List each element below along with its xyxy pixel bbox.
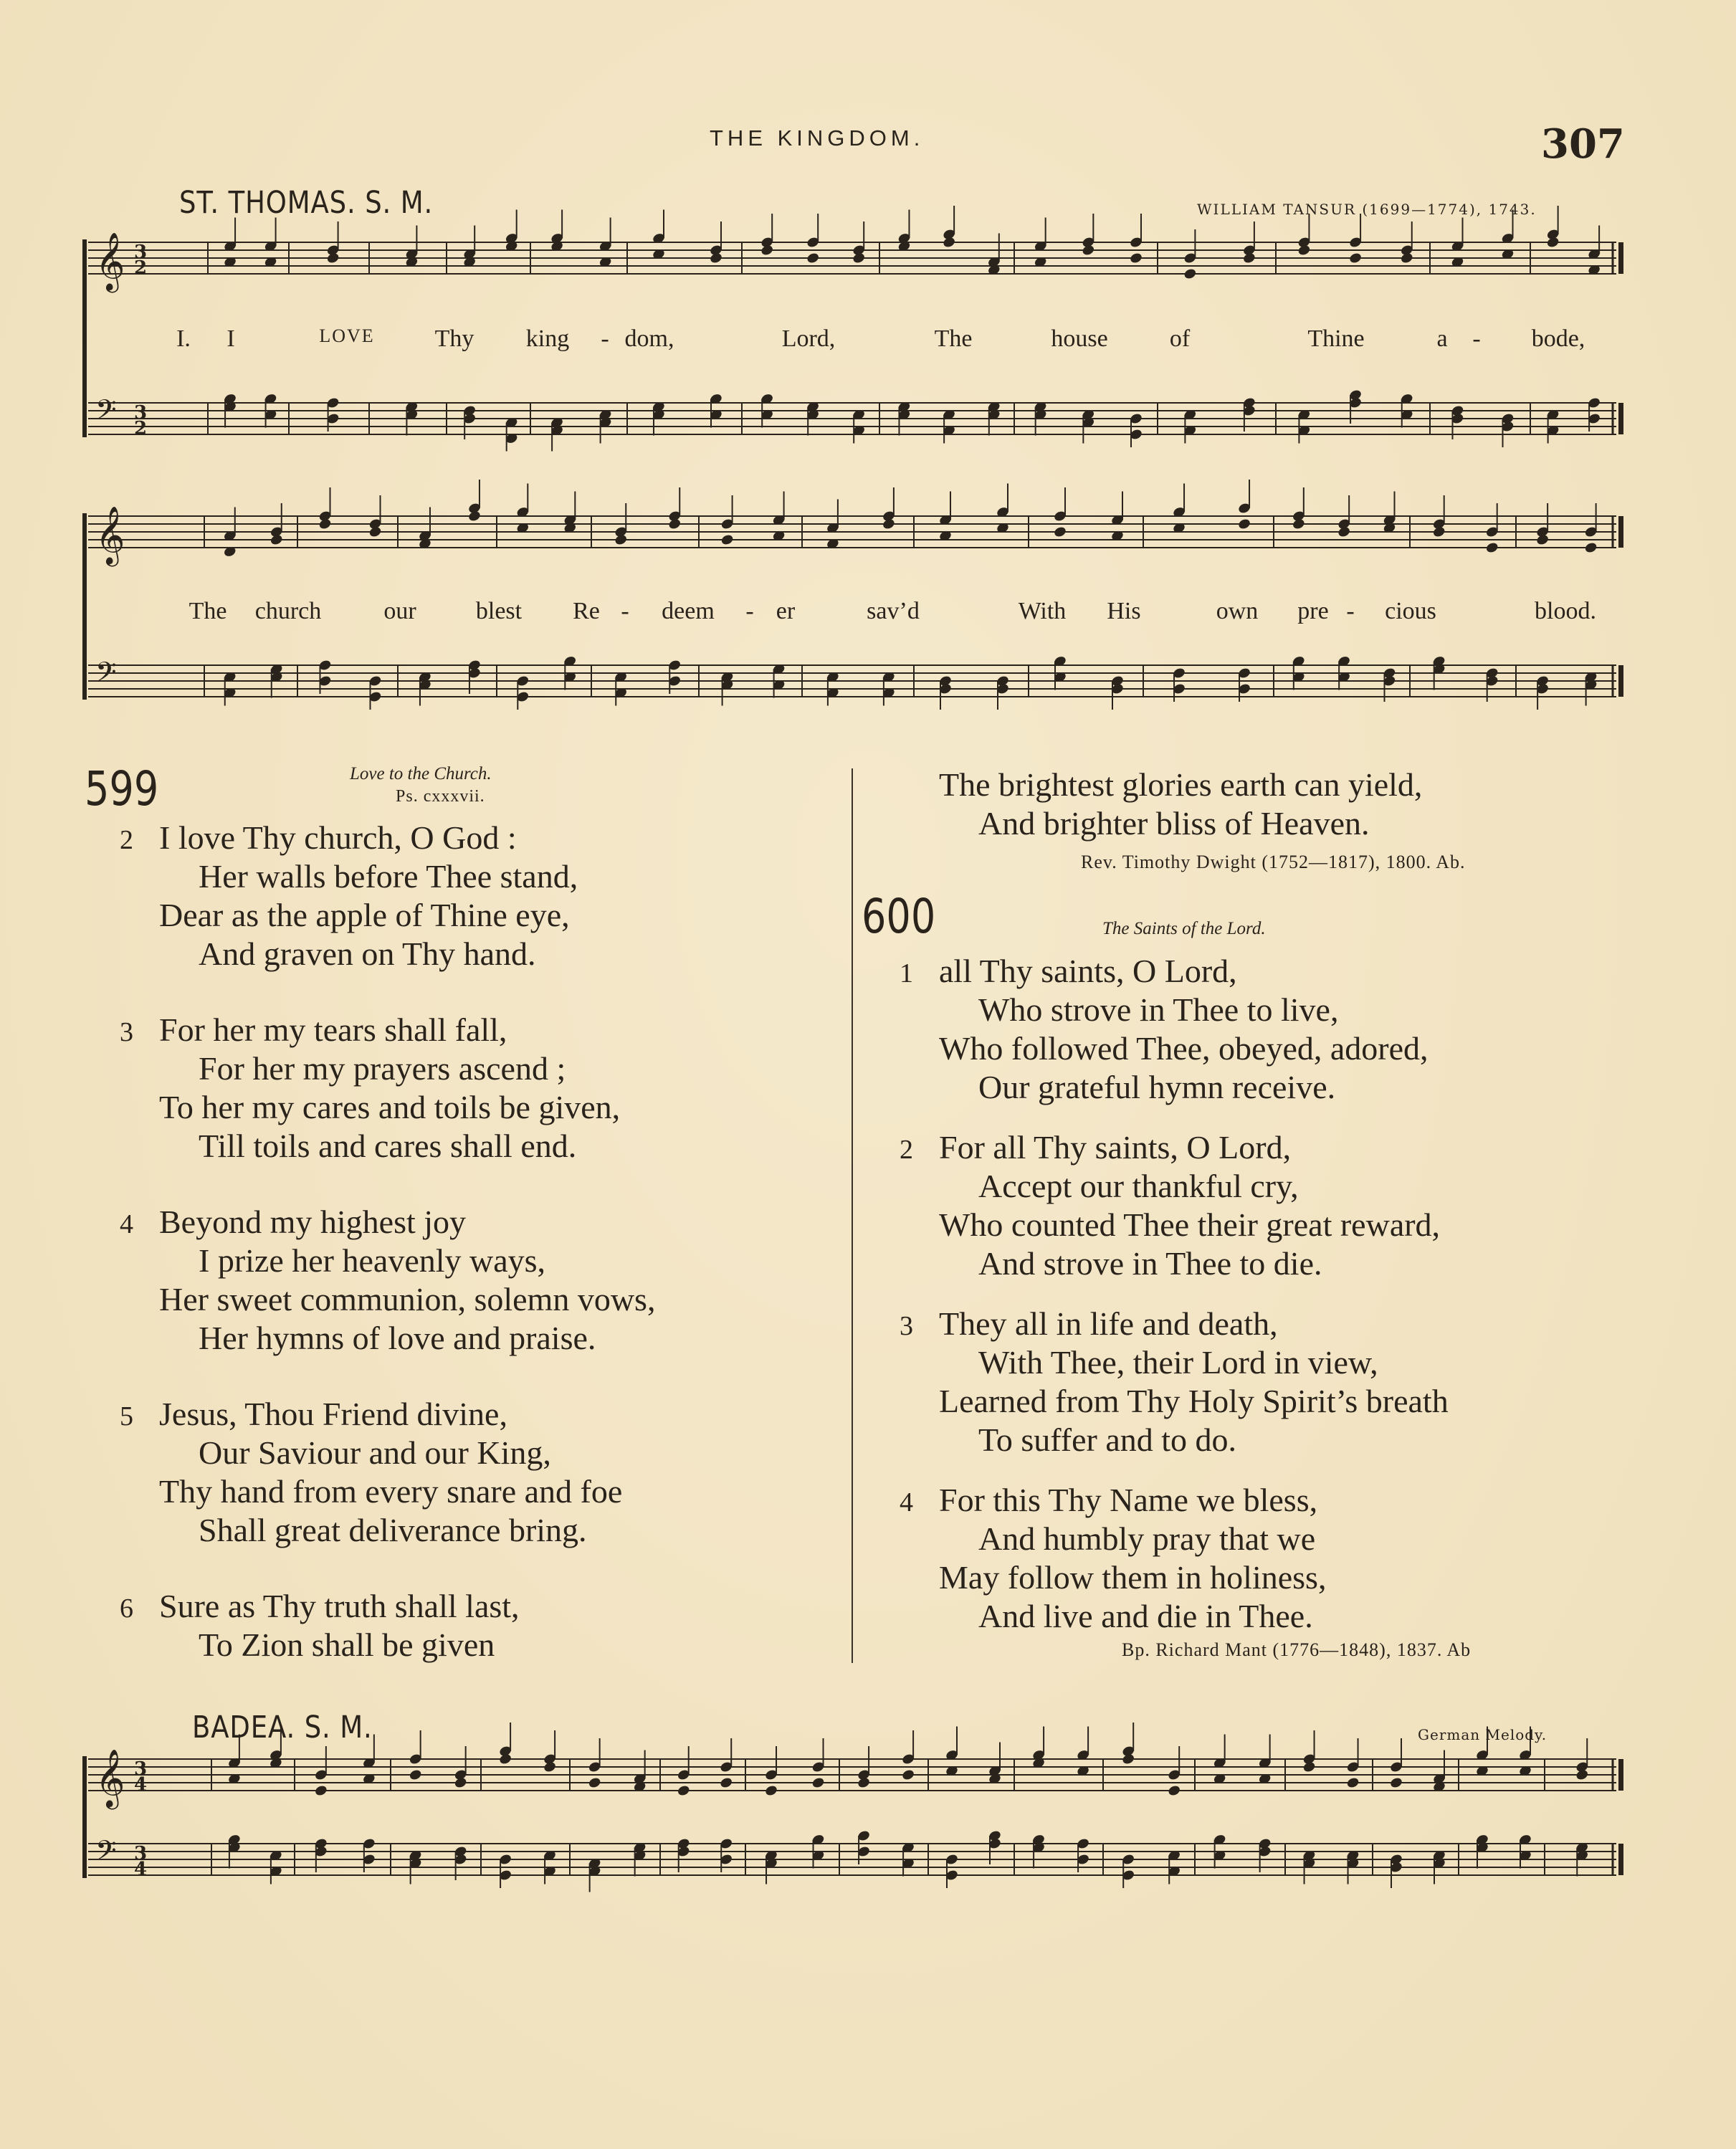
verse [159, 819, 578, 973]
verse-line: I prize her heavenly ways, [199, 1242, 546, 1279]
svg-text:4: 4 [134, 1774, 148, 1796]
running-head: THE KINGDOM. [710, 125, 925, 151]
treble-clef-icon: 𝄞 [95, 505, 125, 564]
treble-clef-icon: 𝄞 [95, 1748, 125, 1807]
verse-line: Her walls before Thee stand, [199, 858, 578, 895]
verse-number: 2 [120, 825, 133, 855]
verse-line: Who counted Thee their great reward, [939, 1206, 1441, 1243]
lyric-syllable: dom, [624, 325, 674, 352]
lyric-hyphen: - [601, 325, 609, 352]
lyric-syllable: church [254, 598, 322, 624]
lyric-hyphen: - [745, 598, 754, 624]
hymn-reference: Ps. cxxxvii. [396, 787, 485, 806]
staff-lines [88, 242, 1616, 434]
svg-text:3: 3 [134, 242, 148, 263]
system-bracket [82, 1756, 87, 1878]
svg-text:3: 3 [134, 1843, 148, 1864]
verse-line: all Thy saints, O Lord, [939, 953, 1237, 989]
hymn-number: 599 [85, 761, 159, 816]
verse [939, 952, 1429, 1107]
system-bracket [82, 513, 87, 700]
tune-credit: German Melody. [1418, 1726, 1547, 1743]
verse-line: Dear as the apple of Thine eye, [159, 897, 570, 933]
verse-line: Learned from Thy Holy Spirit’s breath [939, 1383, 1449, 1419]
lyric-hyphen: - [1472, 325, 1481, 352]
verse-line: And humbly pray that we [978, 1520, 1316, 1557]
lyric-syllable: of [1169, 325, 1191, 352]
lyric-syllable: sav’d [867, 598, 920, 624]
svg-text:2: 2 [134, 418, 148, 439]
hymn-title: The Saints of the Lord. [1102, 919, 1266, 938]
time-signature [134, 242, 147, 439]
tune-meter: S. M. [304, 1710, 373, 1745]
lyric-syllable: king [525, 325, 570, 352]
lyric-syllable: cious [1385, 598, 1436, 624]
svg-text:3: 3 [134, 1758, 148, 1780]
lyric-syllable: a [1436, 325, 1448, 352]
verse-line: Shall great deliverance bring. [199, 1512, 587, 1548]
verse [939, 1481, 1326, 1636]
verse-line: For her my prayers ascend ; [199, 1050, 566, 1087]
noteheads [223, 480, 1598, 710]
verse-line: And graven on Thy hand. [199, 935, 536, 972]
lyric-hyphen: - [621, 598, 629, 624]
svg-text:3: 3 [134, 402, 148, 424]
lyric-syllable: Thy [434, 325, 474, 352]
time-signature [134, 1758, 147, 1880]
bass-clef-icon: 𝄢 [95, 394, 117, 432]
verse-line: The brightest glories earth can yield, [939, 766, 1423, 803]
tune-meter: S. M. [365, 185, 434, 221]
lyric-syllable: The [934, 325, 973, 352]
lyric-syllable: bode, [1531, 325, 1585, 352]
verse-number: 3 [900, 1311, 913, 1341]
tune-credit: WILLIAM TANSUR (1699—1774), 1743. [1197, 201, 1537, 218]
verse-line: Beyond my highest joy [159, 1204, 467, 1240]
treble-clef-icon: 𝄞 [95, 232, 125, 290]
verse-number: 3 [120, 1017, 133, 1047]
lyric-hyphen: - [1346, 598, 1355, 624]
verse-line: May follow them in holiness, [939, 1559, 1327, 1596]
lyric-syllable: pre [1297, 598, 1329, 624]
verse-line: Till toils and cares shall end. [199, 1128, 577, 1164]
lyric-syllable: His [1107, 598, 1141, 624]
verse-number: 4 [120, 1209, 133, 1239]
verse-line: For this Thy Name we bless, [939, 1482, 1318, 1518]
verse-line: For all Thy saints, O Lord, [939, 1129, 1292, 1166]
verse [159, 1011, 620, 1166]
verse-line: And strove in Thee to die. [978, 1245, 1322, 1282]
system-bracket [82, 239, 87, 437]
verse-line: Who strove in Thee to live, [978, 991, 1339, 1028]
verse-number: 2 [900, 1135, 913, 1165]
verse-line: Jesus, Thou Friend divine, [159, 1396, 507, 1432]
lyric-syllable: own [1216, 598, 1259, 624]
lyric-syllable: LOVE [319, 325, 375, 346]
lyric-syllable: house [1051, 325, 1108, 352]
lyric-syllable: our [383, 598, 416, 624]
hymn-599-attribution: Rev. Timothy Dwight (1752—1817), 1800. Ab. [1081, 852, 1466, 872]
verse-line: To suffer and to do. [978, 1421, 1237, 1458]
verse-number: 6 [120, 1593, 133, 1624]
verse-line: Accept our thankful cry, [978, 1168, 1299, 1204]
verse-number: 1 [900, 958, 913, 988]
lyric-syllable: The [189, 598, 227, 624]
verse-line: And brighter bliss of Heaven. [978, 805, 1370, 842]
verse-line: Sure as Thy truth shall last, [159, 1588, 520, 1624]
verse [159, 1203, 655, 1358]
lyric-syllable: blood. [1535, 598, 1596, 624]
verse-line: To Zion shall be given [199, 1626, 495, 1663]
lyric-syllable: Re [573, 598, 600, 624]
page-number: 307 [1541, 120, 1625, 168]
lyric-syllable: Thine [1307, 325, 1365, 352]
svg-text:4: 4 [134, 1859, 148, 1880]
tune-title [179, 185, 433, 221]
verse-number: 4 [900, 1487, 913, 1517]
verse-line: Her sweet communion, solemn vows, [159, 1281, 656, 1317]
hymn-599-header [85, 761, 175, 816]
tune-name: BADEA. [192, 1710, 296, 1745]
verse [939, 1128, 1440, 1283]
tune-title [192, 1710, 373, 1745]
verse-line: Thy hand from every snare and foe [159, 1473, 623, 1510]
verse-line: Our Saviour and our King, [199, 1434, 551, 1471]
hymn-number: 600 [862, 889, 936, 944]
verse-line: To her my cares and toils be given, [159, 1089, 621, 1125]
hymn-600-attribution: Bp. Richard Mant (1776—1848), 1837. Ab [1122, 1639, 1472, 1660]
lyric-syllable: er [776, 598, 796, 624]
verse-line: With Thee, their Lord in view, [978, 1344, 1378, 1381]
lyric-syllable: deem [662, 598, 715, 624]
lyric-syllable: Lord, [781, 325, 836, 352]
tune-name: ST. THOMAS. [179, 185, 356, 221]
music-system-1 [82, 228, 1631, 464]
verse-line: Who followed Thee, obeyed, adored, [939, 1030, 1429, 1067]
hymn-title: Love to the Church. [350, 764, 492, 783]
verse-line: And live and die in Thee. [978, 1598, 1313, 1634]
barlines [211, 1759, 1623, 1875]
svg-text:2: 2 [134, 257, 148, 279]
verse-number: 5 [120, 1401, 133, 1431]
bass-clef-icon: 𝄢 [95, 656, 117, 695]
barlines [208, 242, 1623, 434]
lyric-syllable: I [226, 325, 235, 352]
verse-line: Her hymns of love and praise. [199, 1320, 596, 1356]
verse [159, 1587, 520, 1664]
column-divider [852, 768, 853, 1663]
lyric-syllable: I. [176, 325, 191, 352]
verse [939, 1305, 1449, 1459]
verse-line: Our grateful hymn receive. [978, 1069, 1336, 1105]
verse-line: They all in life and death, [939, 1305, 1278, 1342]
hymn-599-continuation [939, 766, 1422, 843]
lyric-syllable: blest [475, 598, 523, 624]
bass-clef-icon: 𝄢 [95, 1834, 117, 1873]
verse [159, 1395, 622, 1550]
music-system-3 [82, 1748, 1631, 1984]
verse-line: For her my tears shall fall, [159, 1011, 507, 1048]
lyric-syllable: With [1018, 598, 1067, 624]
verse-line: I love Thy church, O God : [159, 819, 517, 856]
